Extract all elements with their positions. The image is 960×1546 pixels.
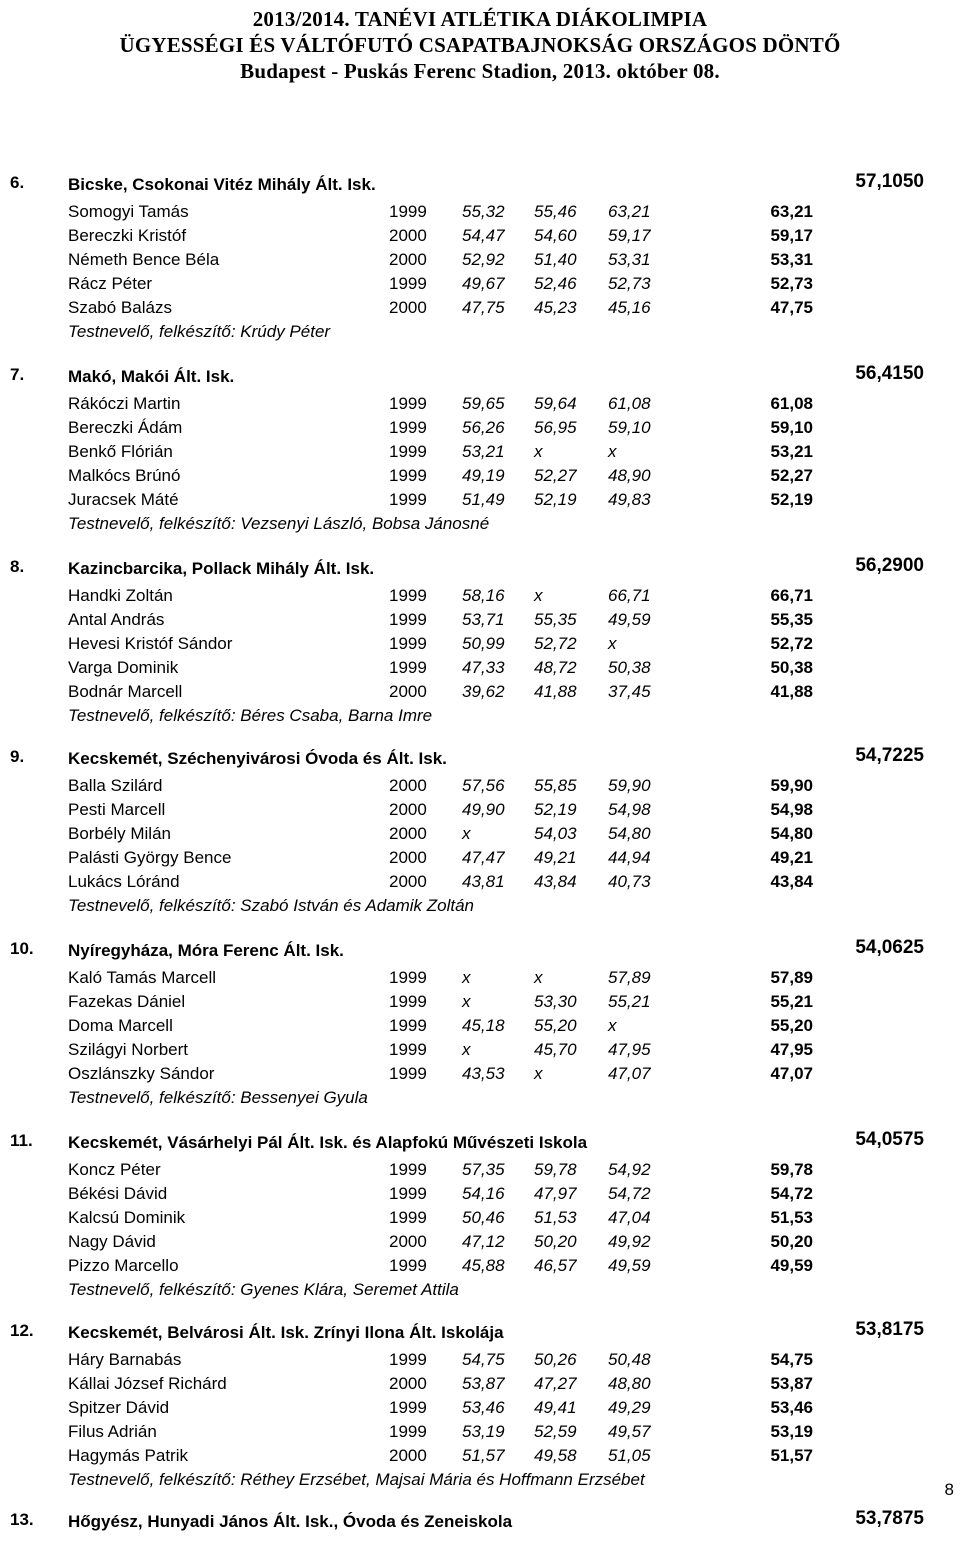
athlete-year: 1999 bbox=[389, 634, 427, 653]
athlete-r3: 47,04 bbox=[608, 1208, 651, 1227]
athlete-r2: x bbox=[534, 442, 543, 461]
athlete-r3: 49,83 bbox=[608, 490, 651, 509]
team-rank: 8. bbox=[10, 557, 25, 576]
team-rank: 12. bbox=[10, 1321, 34, 1340]
athlete-r2: x bbox=[534, 1064, 543, 1083]
athlete-r2: 50,20 bbox=[534, 1232, 577, 1251]
athlete-year: 2000 bbox=[389, 250, 427, 269]
athlete-r2: 49,21 bbox=[534, 848, 577, 867]
athlete-r3: 53,31 bbox=[608, 250, 651, 269]
athlete-best: 47,75 bbox=[770, 298, 813, 317]
athlete-year: 2000 bbox=[389, 800, 427, 819]
athlete-r3: 48,80 bbox=[608, 1374, 651, 1393]
athlete-name: Juracsek Máté bbox=[68, 490, 179, 509]
athlete-r2: 52,19 bbox=[534, 800, 577, 819]
athlete-r1: 57,56 bbox=[462, 776, 505, 795]
athlete-r2: 45,70 bbox=[534, 1040, 577, 1059]
team-total: 54,0625 bbox=[855, 937, 924, 958]
athlete-r3: 50,38 bbox=[608, 658, 651, 677]
athlete-r2: 56,95 bbox=[534, 418, 577, 437]
athlete-year: 2000 bbox=[389, 682, 427, 701]
athlete-r3: 57,89 bbox=[608, 968, 651, 987]
athlete-r3: x bbox=[608, 1016, 617, 1035]
athlete-best: 51,57 bbox=[770, 1446, 813, 1465]
athlete-r2: 43,84 bbox=[534, 872, 577, 891]
athlete-name: Szabó Balázs bbox=[68, 298, 172, 317]
athlete-year: 1999 bbox=[389, 610, 427, 629]
athlete-r1: x bbox=[462, 824, 471, 843]
team-coach: Testnevelő, felkészítő: Gyenes Klára, Seremet Attila bbox=[68, 1280, 459, 1299]
header-venue-date: Budapest - Puskás Ferenc Stadion, 2013. október 08. bbox=[240, 59, 720, 83]
athlete-r1: 53,87 bbox=[462, 1374, 505, 1393]
athlete-r3: 40,73 bbox=[608, 872, 651, 891]
athlete-name: Pesti Marcell bbox=[68, 800, 166, 819]
athlete-r1: 59,65 bbox=[462, 394, 505, 413]
team-rank: 10. bbox=[10, 939, 34, 958]
athlete-name: Lukács Lóránd bbox=[68, 872, 180, 891]
athlete-best: 54,80 bbox=[770, 824, 813, 843]
header-subtitle: ÜGYESSÉGI ÉS VÁLTÓFUTÓ CSAPATBAJNOKSÁG ORSZÁGOS DÖNTŐ bbox=[119, 33, 841, 57]
athlete-r2: 52,27 bbox=[534, 466, 577, 485]
athlete-r1: x bbox=[462, 968, 471, 987]
athlete-r2: 49,58 bbox=[534, 1446, 577, 1465]
athlete-year: 1999 bbox=[389, 1256, 427, 1275]
header-title: 2013/2014. TANÉVI ATLÉTIKA DIÁKOLIMPIA bbox=[252, 7, 708, 31]
athlete-best: 51,53 bbox=[770, 1208, 813, 1227]
athlete-year: 1999 bbox=[389, 442, 427, 461]
athlete-r1: x bbox=[462, 992, 471, 1011]
athlete-r3: 54,98 bbox=[608, 800, 651, 819]
athlete-best: 49,59 bbox=[770, 1256, 813, 1275]
athlete-r3: 48,90 bbox=[608, 466, 651, 485]
athlete-best: 63,21 bbox=[770, 202, 813, 221]
athlete-r1: 53,21 bbox=[462, 442, 505, 461]
team-school: Kecskemét, Vásárhelyi Pál Ált. Isk. és Alapfokú Művészeti Iskola bbox=[68, 1133, 588, 1152]
athlete-year: 2000 bbox=[389, 226, 427, 245]
athlete-name: Rácz Péter bbox=[68, 274, 153, 293]
athlete-r1: 49,90 bbox=[462, 800, 505, 819]
athlete-best: 47,07 bbox=[770, 1064, 813, 1083]
page-header bbox=[0, 6, 960, 84]
athlete-r2: 54,03 bbox=[534, 824, 577, 843]
athlete-name: Nagy Dávid bbox=[68, 1232, 156, 1251]
athlete-best: 52,73 bbox=[770, 274, 813, 293]
athlete-best: 54,98 bbox=[770, 800, 813, 819]
athlete-name: Bodnár Marcell bbox=[68, 682, 183, 701]
athlete-name: Szilágyi Norbert bbox=[68, 1040, 188, 1059]
team-rank: 13. bbox=[10, 1510, 34, 1529]
athlete-r1: 39,62 bbox=[462, 682, 505, 701]
team-coach: Testnevelő, felkészítő: Szabó István és Adamik Zoltán bbox=[68, 896, 475, 915]
team-school: Nyíregyháza, Móra Ferenc Ált. Isk. bbox=[68, 941, 344, 960]
athlete-r1: 53,46 bbox=[462, 1398, 505, 1417]
athlete-r1: 55,32 bbox=[462, 202, 505, 221]
athlete-year: 1999 bbox=[389, 1064, 427, 1083]
athlete-r1: 43,81 bbox=[462, 872, 505, 891]
athlete-r1: 51,57 bbox=[462, 1446, 505, 1465]
athlete-year: 1999 bbox=[389, 586, 427, 605]
team-total: 54,7225 bbox=[855, 745, 924, 766]
athlete-name: Bereczki Kristóf bbox=[68, 226, 187, 245]
athlete-r1: 53,71 bbox=[462, 610, 505, 629]
athlete-year: 1999 bbox=[389, 1350, 427, 1369]
athlete-r2: 53,30 bbox=[534, 992, 577, 1011]
athlete-year: 1999 bbox=[389, 418, 427, 437]
athlete-r2: 51,40 bbox=[534, 250, 577, 269]
team-total: 53,7875 bbox=[855, 1508, 924, 1529]
athlete-best: 41,88 bbox=[770, 682, 813, 701]
athlete-r3: 49,59 bbox=[608, 1256, 651, 1275]
athlete-name: Pizzo Marcello bbox=[68, 1256, 179, 1275]
athlete-best: 50,38 bbox=[770, 658, 813, 677]
athlete-r1: 58,16 bbox=[462, 586, 505, 605]
athlete-year: 2000 bbox=[389, 872, 427, 891]
athlete-r3: 44,94 bbox=[608, 848, 651, 867]
team-rank: 6. bbox=[10, 173, 25, 192]
athlete-best: 52,19 bbox=[770, 490, 813, 509]
athlete-r2: 59,78 bbox=[534, 1160, 577, 1179]
athlete-r2: 45,23 bbox=[534, 298, 577, 317]
athlete-best: 59,90 bbox=[770, 776, 813, 795]
athlete-year: 1999 bbox=[389, 490, 427, 509]
athlete-name: Spitzer Dávid bbox=[68, 1398, 170, 1417]
athlete-best: 50,20 bbox=[770, 1232, 813, 1251]
athlete-best: 54,75 bbox=[770, 1350, 813, 1369]
athlete-best: 55,20 bbox=[770, 1016, 813, 1035]
athlete-name: Varga Dominik bbox=[68, 658, 179, 677]
athlete-year: 1999 bbox=[389, 992, 427, 1011]
athlete-year: 1999 bbox=[389, 1160, 427, 1179]
athlete-r2: 59,64 bbox=[534, 394, 577, 413]
athlete-r1: 47,33 bbox=[462, 658, 505, 677]
athlete-best: 59,17 bbox=[770, 226, 813, 245]
athlete-best: 61,08 bbox=[770, 394, 813, 413]
team-rank: 9. bbox=[10, 747, 25, 766]
athlete-r3: 59,90 bbox=[608, 776, 651, 795]
athlete-r1: 49,67 bbox=[462, 274, 505, 293]
athlete-year: 2000 bbox=[389, 824, 427, 843]
athlete-r2: x bbox=[534, 968, 543, 987]
athlete-r2: 52,46 bbox=[534, 274, 577, 293]
athlete-r2: 49,41 bbox=[534, 1398, 577, 1417]
athlete-best: 49,21 bbox=[770, 848, 813, 867]
athlete-name: Doma Marcell bbox=[68, 1016, 173, 1035]
athlete-name: Hevesi Kristóf Sándor bbox=[68, 634, 233, 653]
athlete-r3: 45,16 bbox=[608, 298, 651, 317]
team-total: 56,4150 bbox=[855, 363, 924, 384]
team-total: 56,2900 bbox=[855, 555, 924, 576]
athlete-r1: 56,26 bbox=[462, 418, 505, 437]
athlete-r3: 49,57 bbox=[608, 1422, 651, 1441]
athlete-r3: 51,05 bbox=[608, 1446, 651, 1465]
athlete-year: 1999 bbox=[389, 1398, 427, 1417]
athlete-year: 1999 bbox=[389, 274, 427, 293]
athlete-r1: 54,16 bbox=[462, 1184, 505, 1203]
athlete-r1: 45,18 bbox=[462, 1016, 505, 1035]
athlete-name: Palásti György Bence bbox=[68, 848, 232, 867]
athlete-r3: x bbox=[608, 634, 617, 653]
athlete-r3: 49,29 bbox=[608, 1398, 651, 1417]
athlete-r3: 54,80 bbox=[608, 824, 651, 843]
athlete-name: Antal András bbox=[68, 610, 165, 629]
athlete-r2: 51,53 bbox=[534, 1208, 577, 1227]
athlete-r1: 52,92 bbox=[462, 250, 505, 269]
athlete-name: Rákóczi Martin bbox=[68, 394, 181, 413]
athlete-r3: 49,59 bbox=[608, 610, 651, 629]
athlete-r3: 54,72 bbox=[608, 1184, 651, 1203]
athlete-name: Háry Barnabás bbox=[68, 1350, 182, 1369]
athlete-r3: 54,92 bbox=[608, 1160, 651, 1179]
athlete-best: 53,21 bbox=[770, 442, 813, 461]
athlete-best: 59,78 bbox=[770, 1160, 813, 1179]
athlete-r3: x bbox=[608, 442, 617, 461]
athlete-r1: x bbox=[462, 1040, 471, 1059]
athlete-r2: 52,72 bbox=[534, 634, 577, 653]
team-coach: Testnevelő, felkészítő: Krúdy Péter bbox=[68, 322, 331, 341]
athlete-r3: 49,92 bbox=[608, 1232, 651, 1251]
athlete-r2: 55,85 bbox=[534, 776, 577, 795]
page-number: 8 bbox=[944, 1480, 954, 1499]
athlete-name: Oszlánszky Sándor bbox=[68, 1064, 215, 1083]
team-school: Kazincbarcika, Pollack Mihály Ált. Isk. bbox=[68, 559, 375, 578]
athlete-year: 1999 bbox=[389, 968, 427, 987]
athlete-name: Benkő Flórián bbox=[68, 442, 173, 461]
athlete-year: 1999 bbox=[389, 1208, 427, 1227]
athlete-r3: 63,21 bbox=[608, 202, 651, 221]
athlete-r1: 45,88 bbox=[462, 1256, 505, 1275]
athlete-year: 2000 bbox=[389, 1232, 427, 1251]
athlete-best: 66,71 bbox=[770, 586, 813, 605]
athlete-r1: 51,49 bbox=[462, 490, 505, 509]
athlete-best: 55,35 bbox=[770, 610, 813, 629]
athlete-name: Handki Zoltán bbox=[68, 586, 173, 605]
athlete-year: 1999 bbox=[389, 658, 427, 677]
athlete-r1: 49,19 bbox=[462, 466, 505, 485]
athlete-name: Filus Adrián bbox=[68, 1422, 157, 1441]
team-coach: Testnevelő, felkészítő: Bessenyei Gyula bbox=[68, 1088, 368, 1107]
athlete-name: Balla Szilárd bbox=[68, 776, 163, 795]
team-school: Makó, Makói Ált. Isk. bbox=[68, 367, 235, 386]
athlete-r1: 54,75 bbox=[462, 1350, 505, 1369]
team-coach: Testnevelő, felkészítő: Vezsenyi László, Bobsa Jánosné bbox=[68, 514, 490, 533]
team-school: Kecskemét, Belvárosi Ált. Isk. Zrínyi Ilona Ált. Iskolája bbox=[68, 1323, 504, 1342]
team-total: 57,1050 bbox=[855, 171, 924, 192]
athlete-r2: 55,20 bbox=[534, 1016, 577, 1035]
athlete-year: 2000 bbox=[389, 298, 427, 317]
athlete-best: 57,89 bbox=[770, 968, 813, 987]
athlete-r3: 47,95 bbox=[608, 1040, 651, 1059]
team-school: Hőgyész, Hunyadi János Ált. Isk., Óvoda és Zeneiskola bbox=[68, 1512, 513, 1531]
athlete-r1: 54,47 bbox=[462, 226, 505, 245]
athlete-r2: 55,35 bbox=[534, 610, 577, 629]
athlete-r3: 66,71 bbox=[608, 586, 651, 605]
athlete-name: Hagymás Patrik bbox=[68, 1446, 188, 1465]
athlete-best: 53,87 bbox=[770, 1374, 813, 1393]
athlete-year: 1999 bbox=[389, 1040, 427, 1059]
athlete-r3: 47,07 bbox=[608, 1064, 651, 1083]
athlete-year: 1999 bbox=[389, 466, 427, 485]
athlete-r1: 57,35 bbox=[462, 1160, 505, 1179]
athlete-r3: 59,17 bbox=[608, 226, 651, 245]
athlete-year: 2000 bbox=[389, 1446, 427, 1465]
team-school: Bicske, Csokonai Vitéz Mihály Ált. Isk. bbox=[68, 175, 376, 194]
team-total: 53,8175 bbox=[855, 1319, 924, 1340]
team-total: 54,0575 bbox=[855, 1129, 924, 1150]
athlete-r2: 54,60 bbox=[534, 226, 577, 245]
athlete-r3: 59,10 bbox=[608, 418, 651, 437]
athlete-r2: 52,19 bbox=[534, 490, 577, 509]
athlete-r1: 50,46 bbox=[462, 1208, 505, 1227]
athlete-best: 47,95 bbox=[770, 1040, 813, 1059]
athlete-year: 2000 bbox=[389, 1374, 427, 1393]
athlete-year: 1999 bbox=[389, 1184, 427, 1203]
athlete-best: 53,31 bbox=[770, 250, 813, 269]
athlete-r3: 37,45 bbox=[608, 682, 651, 701]
athlete-r3: 52,73 bbox=[608, 274, 651, 293]
athlete-best: 52,72 bbox=[770, 634, 813, 653]
athlete-r2: 47,97 bbox=[534, 1184, 577, 1203]
athlete-name: Békési Dávid bbox=[68, 1184, 168, 1203]
athlete-best: 54,72 bbox=[770, 1184, 813, 1203]
athlete-year: 2000 bbox=[389, 776, 427, 795]
athlete-r1: 47,12 bbox=[462, 1232, 505, 1251]
team-coach: Testnevelő, felkészítő: Béres Csaba, Barna Imre bbox=[68, 706, 433, 725]
athlete-best: 43,84 bbox=[770, 872, 813, 891]
athlete-name: Kaló Tamás Marcell bbox=[68, 968, 217, 987]
athlete-r2: 52,59 bbox=[534, 1422, 577, 1441]
athlete-best: 53,46 bbox=[770, 1398, 813, 1417]
athlete-best: 59,10 bbox=[770, 418, 813, 437]
athlete-name: Kalcsú Dominik bbox=[68, 1208, 186, 1227]
athlete-year: 2000 bbox=[389, 848, 427, 867]
athlete-r3: 50,48 bbox=[608, 1350, 651, 1369]
athlete-r1: 47,47 bbox=[462, 848, 505, 867]
athlete-r1: 47,75 bbox=[462, 298, 505, 317]
athlete-r2: 46,57 bbox=[534, 1256, 577, 1275]
athlete-year: 1999 bbox=[389, 1422, 427, 1441]
athlete-name: Németh Bence Béla bbox=[68, 250, 220, 269]
athlete-r1: 43,53 bbox=[462, 1064, 505, 1083]
athlete-r3: 61,08 bbox=[608, 394, 651, 413]
athlete-r3: 55,21 bbox=[608, 992, 651, 1011]
team-school: Kecskemét, Széchenyivárosi Óvoda és Ált. Isk. bbox=[68, 749, 447, 768]
athlete-name: Kállai József Richárd bbox=[68, 1374, 227, 1393]
athlete-r2: 48,72 bbox=[534, 658, 577, 677]
athlete-year: 1999 bbox=[389, 202, 427, 221]
athlete-r2: x bbox=[534, 586, 543, 605]
athlete-r2: 55,46 bbox=[534, 202, 577, 221]
athlete-best: 55,21 bbox=[770, 992, 813, 1011]
athlete-name: Koncz Péter bbox=[68, 1160, 161, 1179]
athlete-r1: 50,99 bbox=[462, 634, 505, 653]
athlete-r2: 41,88 bbox=[534, 682, 577, 701]
athlete-name: Borbély Milán bbox=[68, 824, 171, 843]
athlete-year: 1999 bbox=[389, 394, 427, 413]
athlete-r2: 47,27 bbox=[534, 1374, 577, 1393]
team-rank: 7. bbox=[10, 365, 25, 384]
athlete-name: Malkócs Brúnó bbox=[68, 466, 181, 485]
athlete-r2: 50,26 bbox=[534, 1350, 577, 1369]
team-rank: 11. bbox=[10, 1131, 33, 1150]
athlete-name: Bereczki Ádám bbox=[68, 418, 183, 437]
athlete-r1: 53,19 bbox=[462, 1422, 505, 1441]
athlete-best: 52,27 bbox=[770, 466, 813, 485]
athlete-name: Fazekas Dániel bbox=[68, 992, 186, 1011]
athlete-name: Somogyi Tamás bbox=[68, 202, 189, 221]
athlete-best: 53,19 bbox=[770, 1422, 813, 1441]
team-coach: Testnevelő, felkészítő: Réthey Erzsébet, Majsai Mária és Hoffmann Erzsébet bbox=[68, 1470, 645, 1489]
athlete-year: 1999 bbox=[389, 1016, 427, 1035]
